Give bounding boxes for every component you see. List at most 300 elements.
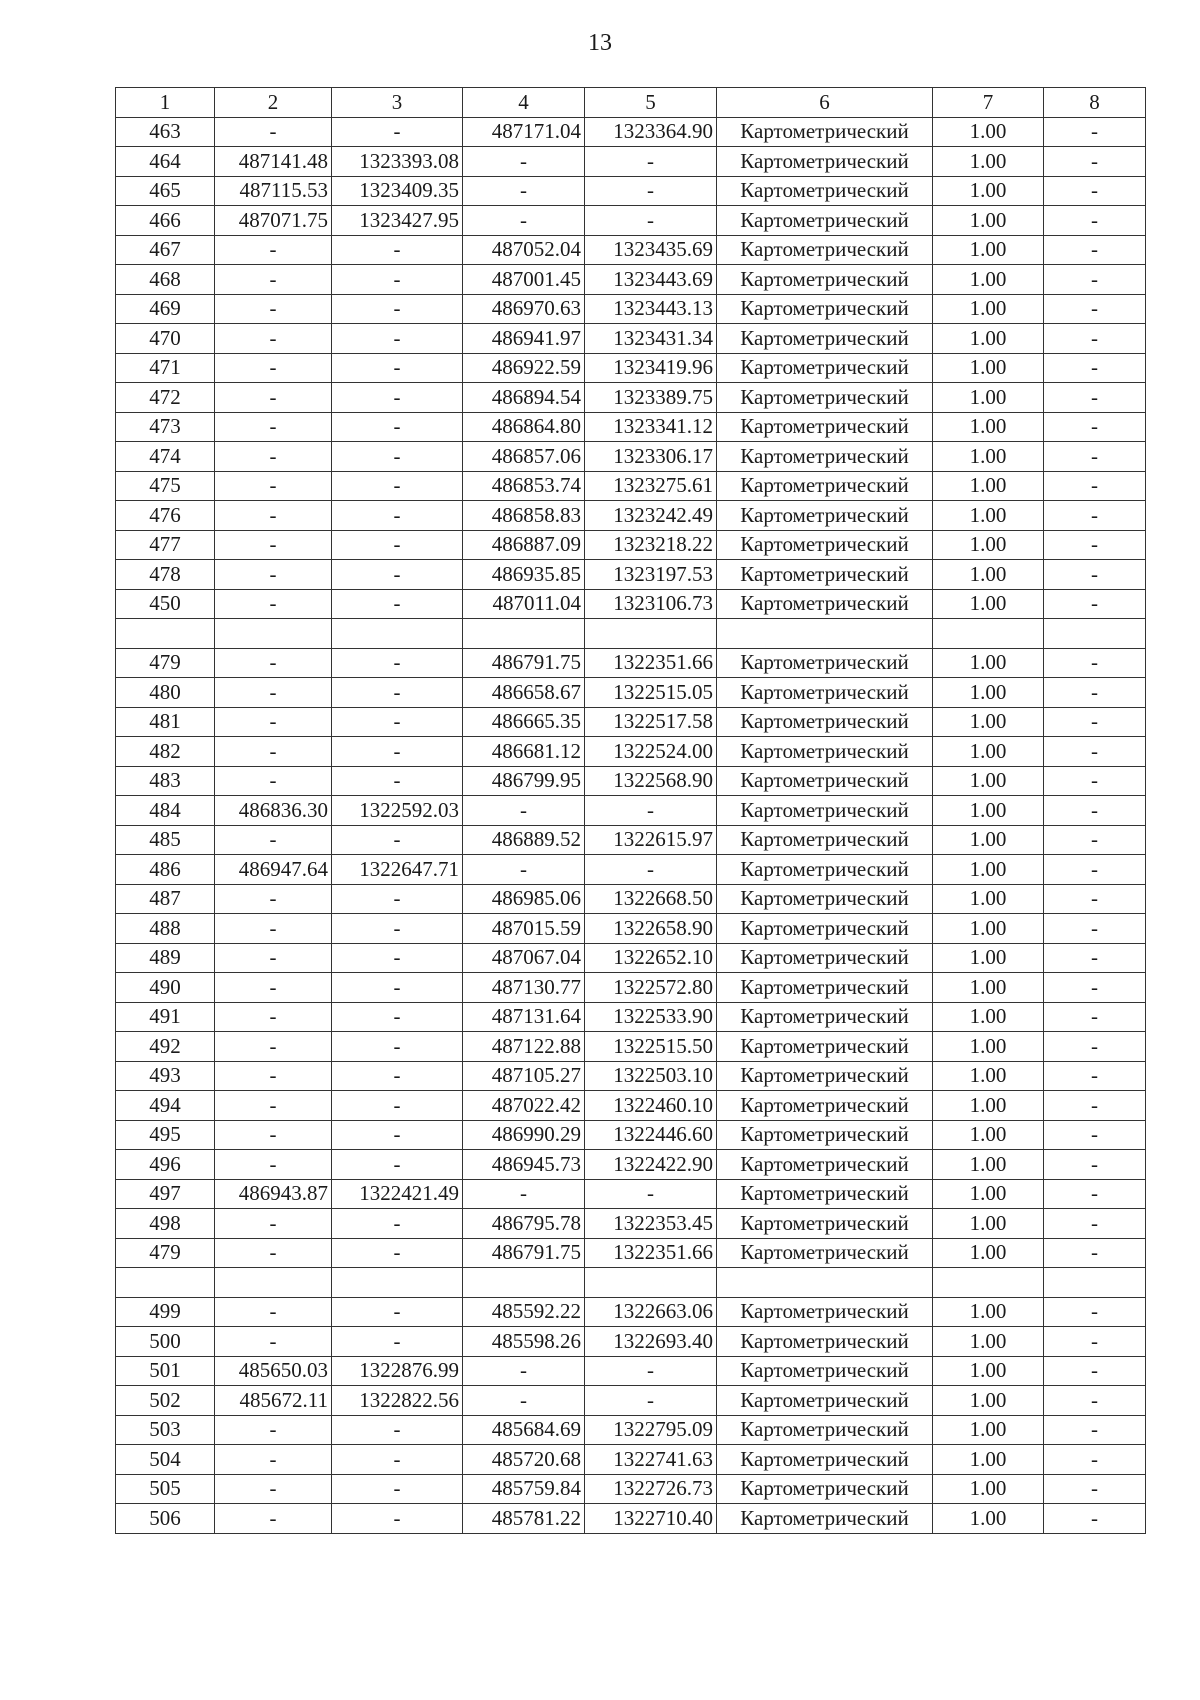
old-x-cell: - bbox=[215, 412, 332, 442]
table-row bbox=[116, 796, 1146, 826]
accuracy-cell: 1.00 bbox=[933, 1120, 1044, 1150]
method-cell: Картометрический bbox=[717, 1474, 933, 1504]
method-cell: Картометрический bbox=[717, 206, 933, 236]
column-header: 3 bbox=[332, 88, 463, 118]
coordinates-table bbox=[115, 87, 1146, 1534]
note-cell: - bbox=[1044, 884, 1146, 914]
point-number-cell: 505 bbox=[116, 1474, 215, 1504]
old-y-cell: - bbox=[332, 1150, 463, 1180]
accuracy-cell: 1.00 bbox=[933, 294, 1044, 324]
accuracy-cell: 1.00 bbox=[933, 471, 1044, 501]
old-x-cell: - bbox=[215, 766, 332, 796]
column-header: 6 bbox=[717, 88, 933, 118]
table-row bbox=[116, 943, 1146, 973]
old-y-cell: - bbox=[332, 737, 463, 767]
accuracy-cell: 1.00 bbox=[933, 117, 1044, 147]
old-x-cell: 487115.53 bbox=[215, 176, 332, 206]
old-y-cell: 1323409.35 bbox=[332, 176, 463, 206]
table-row bbox=[116, 235, 1146, 265]
old-y-cell: - bbox=[332, 1002, 463, 1032]
accuracy-cell bbox=[933, 619, 1044, 649]
method-cell: Картометрический bbox=[717, 324, 933, 354]
table-row bbox=[116, 1327, 1146, 1357]
old-x-cell: - bbox=[215, 530, 332, 560]
accuracy-cell: 1.00 bbox=[933, 1179, 1044, 1209]
old-y-cell: - bbox=[332, 884, 463, 914]
new-x-cell: 487171.04 bbox=[463, 117, 585, 147]
table-row bbox=[116, 1002, 1146, 1032]
method-cell: Картометрический bbox=[717, 914, 933, 944]
old-y-cell bbox=[332, 619, 463, 649]
method-cell: Картометрический bbox=[717, 1032, 933, 1062]
old-y-cell: - bbox=[332, 383, 463, 413]
point-number-cell: 490 bbox=[116, 973, 215, 1003]
new-y-cell: 1322693.40 bbox=[585, 1327, 717, 1357]
method-cell: Картометрический bbox=[717, 265, 933, 295]
table-row bbox=[116, 678, 1146, 708]
table-row bbox=[116, 855, 1146, 885]
accuracy-cell: 1.00 bbox=[933, 530, 1044, 560]
note-cell: - bbox=[1044, 766, 1146, 796]
method-cell: Картометрический bbox=[717, 471, 933, 501]
accuracy-cell: 1.00 bbox=[933, 1327, 1044, 1357]
table-row bbox=[116, 1120, 1146, 1150]
table-row bbox=[116, 412, 1146, 442]
point-number-cell bbox=[116, 619, 215, 649]
accuracy-cell: 1.00 bbox=[933, 855, 1044, 885]
old-x-cell: - bbox=[215, 471, 332, 501]
old-x-cell: - bbox=[215, 1297, 332, 1327]
table-row bbox=[116, 383, 1146, 413]
new-y-cell: - bbox=[585, 1356, 717, 1386]
header-row bbox=[116, 88, 1146, 118]
new-y-cell: 1322795.09 bbox=[585, 1415, 717, 1445]
point-number-cell: 488 bbox=[116, 914, 215, 944]
accuracy-cell: 1.00 bbox=[933, 1209, 1044, 1239]
old-y-cell: - bbox=[332, 914, 463, 944]
table-row bbox=[116, 1356, 1146, 1386]
table-row bbox=[116, 206, 1146, 236]
new-y-cell: 1322652.10 bbox=[585, 943, 717, 973]
new-y-cell: 1323218.22 bbox=[585, 530, 717, 560]
old-y-cell: - bbox=[332, 560, 463, 590]
note-cell: - bbox=[1044, 1091, 1146, 1121]
new-x-cell: 486990.29 bbox=[463, 1120, 585, 1150]
note-cell: - bbox=[1044, 324, 1146, 354]
method-cell: Картометрический bbox=[717, 1327, 933, 1357]
point-number-cell: 506 bbox=[116, 1504, 215, 1534]
table-row bbox=[116, 1445, 1146, 1475]
new-x-cell: 487067.04 bbox=[463, 943, 585, 973]
point-number-cell: 497 bbox=[116, 1179, 215, 1209]
point-number-cell: 474 bbox=[116, 442, 215, 472]
point-number-cell: 491 bbox=[116, 1002, 215, 1032]
method-cell: Картометрический bbox=[717, 442, 933, 472]
note-cell: - bbox=[1044, 678, 1146, 708]
new-x-cell: 486795.78 bbox=[463, 1209, 585, 1239]
old-x-cell: - bbox=[215, 294, 332, 324]
point-number-cell: 450 bbox=[116, 589, 215, 619]
new-x-cell: 486853.74 bbox=[463, 471, 585, 501]
old-x-cell: - bbox=[215, 560, 332, 590]
table-row bbox=[116, 1504, 1146, 1534]
point-number-cell: 481 bbox=[116, 707, 215, 737]
note-cell: - bbox=[1044, 1061, 1146, 1091]
new-y-cell: 1322460.10 bbox=[585, 1091, 717, 1121]
new-x-cell bbox=[463, 619, 585, 649]
note-cell: - bbox=[1044, 1032, 1146, 1062]
new-y-cell: 1322515.05 bbox=[585, 678, 717, 708]
note-cell: - bbox=[1044, 707, 1146, 737]
old-y-cell: - bbox=[332, 1415, 463, 1445]
new-y-cell: 1323389.75 bbox=[585, 383, 717, 413]
old-y-cell: 1322592.03 bbox=[332, 796, 463, 826]
new-y-cell: 1323197.53 bbox=[585, 560, 717, 590]
table-row bbox=[116, 1386, 1146, 1416]
old-y-cell: - bbox=[332, 1474, 463, 1504]
method-cell: Картометрический bbox=[717, 648, 933, 678]
old-x-cell: 486947.64 bbox=[215, 855, 332, 885]
method-cell: Картометрический bbox=[717, 707, 933, 737]
old-x-cell: - bbox=[215, 1002, 332, 1032]
column-header: 5 bbox=[585, 88, 717, 118]
method-cell: Картометрический bbox=[717, 560, 933, 590]
old-y-cell: - bbox=[332, 1120, 463, 1150]
accuracy-cell: 1.00 bbox=[933, 1238, 1044, 1268]
new-x-cell: 486857.06 bbox=[463, 442, 585, 472]
new-x-cell: 486864.80 bbox=[463, 412, 585, 442]
new-x-cell: - bbox=[463, 1356, 585, 1386]
note-cell: - bbox=[1044, 1474, 1146, 1504]
accuracy-cell: 1.00 bbox=[933, 1474, 1044, 1504]
method-cell: Картометрический bbox=[717, 1002, 933, 1032]
old-y-cell: - bbox=[332, 973, 463, 1003]
accuracy-cell: 1.00 bbox=[933, 383, 1044, 413]
table-row bbox=[116, 884, 1146, 914]
table-row bbox=[116, 1209, 1146, 1239]
old-y-cell: - bbox=[332, 1209, 463, 1239]
point-number-cell: 503 bbox=[116, 1415, 215, 1445]
table-row bbox=[116, 530, 1146, 560]
note-cell: - bbox=[1044, 1150, 1146, 1180]
old-y-cell: - bbox=[332, 530, 463, 560]
old-x-cell: - bbox=[215, 442, 332, 472]
method-cell bbox=[717, 1268, 933, 1298]
method-cell: Картометрический bbox=[717, 501, 933, 531]
point-number-cell: 479 bbox=[116, 648, 215, 678]
point-number-cell: 486 bbox=[116, 855, 215, 885]
method-cell: Картометрический bbox=[717, 1356, 933, 1386]
accuracy-cell: 1.00 bbox=[933, 1445, 1044, 1475]
table-separator-row bbox=[116, 619, 1146, 649]
old-x-cell: - bbox=[215, 1061, 332, 1091]
table-row bbox=[116, 265, 1146, 295]
point-number-cell bbox=[116, 1268, 215, 1298]
method-cell: Картометрический bbox=[717, 147, 933, 177]
point-number-cell: 495 bbox=[116, 1120, 215, 1150]
new-y-cell: 1322524.00 bbox=[585, 737, 717, 767]
new-x-cell: 486799.95 bbox=[463, 766, 585, 796]
old-y-cell: 1322876.99 bbox=[332, 1356, 463, 1386]
accuracy-cell: 1.00 bbox=[933, 324, 1044, 354]
accuracy-cell: 1.00 bbox=[933, 1061, 1044, 1091]
note-cell: - bbox=[1044, 1415, 1146, 1445]
accuracy-cell: 1.00 bbox=[933, 1504, 1044, 1534]
method-cell: Картометрический bbox=[717, 855, 933, 885]
new-y-cell: 1323431.34 bbox=[585, 324, 717, 354]
note-cell: - bbox=[1044, 176, 1146, 206]
note-cell: - bbox=[1044, 648, 1146, 678]
accuracy-cell: 1.00 bbox=[933, 589, 1044, 619]
accuracy-cell: 1.00 bbox=[933, 1356, 1044, 1386]
old-x-cell: - bbox=[215, 1445, 332, 1475]
new-y-cell: - bbox=[585, 1386, 717, 1416]
new-y-cell: 1322446.60 bbox=[585, 1120, 717, 1150]
method-cell: Картометрический bbox=[717, 1445, 933, 1475]
new-x-cell: 486889.52 bbox=[463, 825, 585, 855]
point-number-cell: 499 bbox=[116, 1297, 215, 1327]
old-y-cell: - bbox=[332, 1032, 463, 1062]
accuracy-cell: 1.00 bbox=[933, 973, 1044, 1003]
accuracy-cell: 1.00 bbox=[933, 1032, 1044, 1062]
accuracy-cell: 1.00 bbox=[933, 501, 1044, 531]
new-y-cell: 1323275.61 bbox=[585, 471, 717, 501]
method-cell: Картометрический bbox=[717, 383, 933, 413]
table-row bbox=[116, 471, 1146, 501]
old-x-cell: - bbox=[215, 825, 332, 855]
old-x-cell: - bbox=[215, 265, 332, 295]
method-cell: Картометрический bbox=[717, 117, 933, 147]
accuracy-cell: 1.00 bbox=[933, 265, 1044, 295]
new-y-cell: 1322668.50 bbox=[585, 884, 717, 914]
new-y-cell: 1322515.50 bbox=[585, 1032, 717, 1062]
table-separator-row bbox=[116, 1268, 1146, 1298]
note-cell: - bbox=[1044, 1504, 1146, 1534]
table-row bbox=[116, 1297, 1146, 1327]
new-y-cell: - bbox=[585, 855, 717, 885]
accuracy-cell: 1.00 bbox=[933, 147, 1044, 177]
old-y-cell: - bbox=[332, 294, 463, 324]
accuracy-cell: 1.00 bbox=[933, 1150, 1044, 1180]
new-x-cell: 487052.04 bbox=[463, 235, 585, 265]
table-row bbox=[116, 766, 1146, 796]
old-x-cell: 487071.75 bbox=[215, 206, 332, 236]
old-y-cell: - bbox=[332, 825, 463, 855]
accuracy-cell: 1.00 bbox=[933, 176, 1044, 206]
note-cell: - bbox=[1044, 825, 1146, 855]
column-header: 7 bbox=[933, 88, 1044, 118]
new-y-cell: 1323364.90 bbox=[585, 117, 717, 147]
old-y-cell: 1322647.71 bbox=[332, 855, 463, 885]
old-y-cell: 1322822.56 bbox=[332, 1386, 463, 1416]
method-cell: Картометрический bbox=[717, 1150, 933, 1180]
new-y-cell: 1323443.69 bbox=[585, 265, 717, 295]
old-x-cell: - bbox=[215, 117, 332, 147]
note-cell: - bbox=[1044, 442, 1146, 472]
old-y-cell: - bbox=[332, 1327, 463, 1357]
new-x-cell: 486887.09 bbox=[463, 530, 585, 560]
new-x-cell: 485759.84 bbox=[463, 1474, 585, 1504]
old-y-cell: - bbox=[332, 265, 463, 295]
new-y-cell: 1322741.63 bbox=[585, 1445, 717, 1475]
method-cell: Картометрический bbox=[717, 235, 933, 265]
note-cell: - bbox=[1044, 1120, 1146, 1150]
old-x-cell: - bbox=[215, 383, 332, 413]
method-cell: Картометрический bbox=[717, 1386, 933, 1416]
old-x-cell: - bbox=[215, 678, 332, 708]
accuracy-cell: 1.00 bbox=[933, 766, 1044, 796]
point-number-cell: 498 bbox=[116, 1209, 215, 1239]
method-cell: Картометрический bbox=[717, 1238, 933, 1268]
old-x-cell: - bbox=[215, 973, 332, 1003]
point-number-cell: 496 bbox=[116, 1150, 215, 1180]
new-y-cell: 1322351.66 bbox=[585, 1238, 717, 1268]
old-y-cell: - bbox=[332, 235, 463, 265]
old-y-cell: 1322421.49 bbox=[332, 1179, 463, 1209]
new-x-cell: 486894.54 bbox=[463, 383, 585, 413]
new-x-cell: 486935.85 bbox=[463, 560, 585, 590]
accuracy-cell: 1.00 bbox=[933, 1415, 1044, 1445]
table-row bbox=[116, 117, 1146, 147]
note-cell: - bbox=[1044, 265, 1146, 295]
method-cell: Картометрический bbox=[717, 678, 933, 708]
old-y-cell: - bbox=[332, 1297, 463, 1327]
table-row bbox=[116, 1091, 1146, 1121]
page-number: 13 bbox=[588, 30, 612, 56]
method-cell: Картометрический bbox=[717, 943, 933, 973]
method-cell: Картометрический bbox=[717, 1209, 933, 1239]
new-y-cell bbox=[585, 1268, 717, 1298]
point-number-cell: 480 bbox=[116, 678, 215, 708]
new-x-cell: - bbox=[463, 855, 585, 885]
method-cell: Картометрический bbox=[717, 737, 933, 767]
new-y-cell: 1322568.90 bbox=[585, 766, 717, 796]
old-y-cell: - bbox=[332, 117, 463, 147]
new-y-cell: 1322517.58 bbox=[585, 707, 717, 737]
point-number-cell: 478 bbox=[116, 560, 215, 590]
old-x-cell: - bbox=[215, 914, 332, 944]
old-y-cell: - bbox=[332, 1091, 463, 1121]
accuracy-cell: 1.00 bbox=[933, 353, 1044, 383]
old-x-cell: 486943.87 bbox=[215, 1179, 332, 1209]
note-cell: - bbox=[1044, 796, 1146, 826]
new-y-cell: 1322615.97 bbox=[585, 825, 717, 855]
accuracy-cell: 1.00 bbox=[933, 206, 1044, 236]
new-y-cell: 1322658.90 bbox=[585, 914, 717, 944]
method-cell: Картометрический bbox=[717, 1120, 933, 1150]
method-cell bbox=[717, 619, 933, 649]
new-y-cell: 1323242.49 bbox=[585, 501, 717, 531]
old-x-cell: 485650.03 bbox=[215, 1356, 332, 1386]
note-cell: - bbox=[1044, 471, 1146, 501]
new-y-cell: 1322503.10 bbox=[585, 1061, 717, 1091]
new-x-cell: 486791.75 bbox=[463, 1238, 585, 1268]
old-y-cell: - bbox=[332, 1238, 463, 1268]
old-x-cell: - bbox=[215, 1415, 332, 1445]
new-x-cell: 487001.45 bbox=[463, 265, 585, 295]
note-cell: - bbox=[1044, 973, 1146, 1003]
point-number-cell: 473 bbox=[116, 412, 215, 442]
column-header: 1 bbox=[116, 88, 215, 118]
point-number-cell: 470 bbox=[116, 324, 215, 354]
old-x-cell: - bbox=[215, 324, 332, 354]
new-y-cell: 1323106.73 bbox=[585, 589, 717, 619]
old-y-cell: - bbox=[332, 766, 463, 796]
new-y-cell: 1323435.69 bbox=[585, 235, 717, 265]
accuracy-cell: 1.00 bbox=[933, 943, 1044, 973]
table-row bbox=[116, 1238, 1146, 1268]
table-row bbox=[116, 973, 1146, 1003]
method-cell: Картометрический bbox=[717, 884, 933, 914]
accuracy-cell: 1.00 bbox=[933, 1297, 1044, 1327]
new-y-cell: 1322710.40 bbox=[585, 1504, 717, 1534]
method-cell: Картометрический bbox=[717, 825, 933, 855]
accuracy-cell: 1.00 bbox=[933, 884, 1044, 914]
accuracy-cell: 1.00 bbox=[933, 1386, 1044, 1416]
method-cell: Картометрический bbox=[717, 1061, 933, 1091]
note-cell: - bbox=[1044, 1356, 1146, 1386]
new-y-cell: 1322422.90 bbox=[585, 1150, 717, 1180]
table-row bbox=[116, 353, 1146, 383]
point-number-cell: 504 bbox=[116, 1445, 215, 1475]
accuracy-cell: 1.00 bbox=[933, 560, 1044, 590]
old-y-cell: - bbox=[332, 1504, 463, 1534]
old-y-cell: - bbox=[332, 648, 463, 678]
old-x-cell: - bbox=[215, 1238, 332, 1268]
old-x-cell: 485672.11 bbox=[215, 1386, 332, 1416]
note-cell: - bbox=[1044, 1209, 1146, 1239]
point-number-cell: 465 bbox=[116, 176, 215, 206]
table-row bbox=[116, 324, 1146, 354]
note-cell bbox=[1044, 619, 1146, 649]
point-number-cell: 492 bbox=[116, 1032, 215, 1062]
new-y-cell: - bbox=[585, 206, 717, 236]
point-number-cell: 468 bbox=[116, 265, 215, 295]
method-cell: Картометрический bbox=[717, 1091, 933, 1121]
method-cell: Картометрический bbox=[717, 973, 933, 1003]
new-y-cell: 1323443.13 bbox=[585, 294, 717, 324]
method-cell: Картометрический bbox=[717, 1415, 933, 1445]
accuracy-cell: 1.00 bbox=[933, 235, 1044, 265]
old-y-cell: 1323427.95 bbox=[332, 206, 463, 236]
new-x-cell: - bbox=[463, 796, 585, 826]
point-number-cell: 493 bbox=[116, 1061, 215, 1091]
new-x-cell: 487011.04 bbox=[463, 589, 585, 619]
accuracy-cell: 1.00 bbox=[933, 825, 1044, 855]
table-row bbox=[116, 737, 1146, 767]
note-cell: - bbox=[1044, 147, 1146, 177]
table-row bbox=[116, 147, 1146, 177]
note-cell: - bbox=[1044, 589, 1146, 619]
new-y-cell: - bbox=[585, 1179, 717, 1209]
method-cell: Картометрический bbox=[717, 412, 933, 442]
note-cell: - bbox=[1044, 294, 1146, 324]
table-row bbox=[116, 914, 1146, 944]
table-row bbox=[116, 648, 1146, 678]
accuracy-cell: 1.00 bbox=[933, 678, 1044, 708]
new-x-cell: 486970.63 bbox=[463, 294, 585, 324]
table-row bbox=[116, 1179, 1146, 1209]
accuracy-cell: 1.00 bbox=[933, 648, 1044, 678]
method-cell: Картометрический bbox=[717, 1297, 933, 1327]
note-cell: - bbox=[1044, 914, 1146, 944]
method-cell: Картометрический bbox=[717, 176, 933, 206]
old-y-cell bbox=[332, 1268, 463, 1298]
method-cell: Картометрический bbox=[717, 766, 933, 796]
new-x-cell: - bbox=[463, 1179, 585, 1209]
note-cell: - bbox=[1044, 353, 1146, 383]
note-cell: - bbox=[1044, 383, 1146, 413]
